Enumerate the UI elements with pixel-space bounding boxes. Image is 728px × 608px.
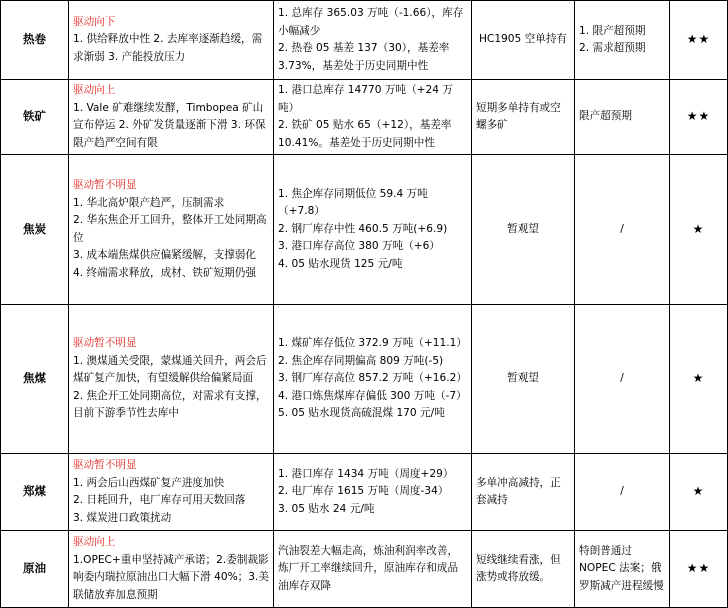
commodity-name: 铁矿	[1, 80, 69, 155]
fundamental-item: 4. 港口炼焦煤库存偏低 300 万吨（-7）	[278, 389, 467, 402]
drivers-cell	[69, 531, 274, 608]
driver-factor: 1. Vale 矿难继续发酵，Timbopea 矿山宣布停运 2. 外矿发货量逐渐下滑 3. 环保限产趋严空间有限	[73, 101, 266, 149]
table-row	[1, 454, 728, 531]
fundamental-item: 5. 05 贴水现货高硫混煤 170 元/吨	[278, 407, 445, 420]
fundamental-item: 1. 煤矿库存低位 372.9 万吨（+11.1）	[278, 337, 467, 350]
strategy-cell: 暂观望	[472, 305, 575, 454]
fundamental-item: 3. 港口库存高位 380 万吨（+6）	[278, 240, 440, 253]
risk-cell	[575, 531, 670, 608]
fundamental-item: 1. 焦企库存同期低位 59.4 万吨（+7.8）	[278, 187, 428, 218]
drivers-cell	[69, 305, 274, 454]
rating-stars: ★	[670, 155, 728, 305]
driver-factor: 1. 两会后山西煤矿复产进度加快	[73, 476, 225, 489]
risk-cell	[575, 80, 670, 155]
driver-direction: 驱动暂不明显	[73, 179, 137, 191]
driver-factor: 2. 日耗回升，电厂库存可用天数回落	[73, 494, 246, 506]
driver-direction: 驱动暂不明显	[73, 459, 137, 471]
drivers-cell	[69, 1, 274, 80]
risk-item: /	[620, 222, 624, 235]
risk-cell	[575, 454, 670, 531]
driver-direction: 驱动暂不明显	[73, 337, 137, 350]
risk-item: 限产超预期	[579, 110, 632, 123]
driver-factor: 1.OPEC+重申坚持减产承诺；2.委制裁影响委内瑞拉原油出口大幅下滑 40%；3.美联储放弃加息预期	[73, 553, 269, 601]
fundamental-item: 1. 港口总库存 14770 万吨（+24 万吨）	[278, 84, 453, 114]
risk-item: /	[620, 485, 624, 498]
fundamental-item: 3. 05 贴水 24 元/吨	[278, 502, 375, 515]
rating-stars: ★	[670, 305, 728, 454]
table-row	[1, 155, 728, 305]
commodity-name: 焦炭	[1, 155, 69, 305]
strategy-cell: 短期多单持有或空螺多矿	[472, 80, 575, 155]
strategy-cell: 暂观望	[472, 155, 575, 305]
commodity-name: 原油	[1, 531, 69, 608]
fundamental-item: 2. 焦企库存同期偏高 809 万吨(-5)	[278, 354, 444, 367]
strategy-cell: 短线继续看涨，但涨势或将放缓。	[472, 531, 575, 608]
rating-stars: ★★	[670, 531, 728, 608]
rating-stars: ★	[670, 454, 728, 531]
driver-factor: 1. 供给释放中性 2. 去库率逐渐趋缓，需求渐弱 3. 产能投放压力	[73, 33, 263, 63]
commodity-name: 郑煤	[1, 454, 69, 531]
driver-direction: 驱动向上	[73, 84, 116, 96]
fundamentals-cell	[274, 531, 472, 608]
driver-factor: 2. 焦企开工处同期高位，对需求有支撑，目前下游季节性去库中	[73, 389, 267, 420]
risk-item: 2. 需求超预期	[579, 42, 646, 54]
fundamentals-cell	[274, 80, 472, 155]
commodity-name: 热卷	[1, 1, 69, 80]
fundamental-item: 2. 铁矿 05 贴水 65（+12），基差率 10.41%。基差处于历史同期中性	[278, 119, 452, 149]
driver-factor: 3. 成本端焦煤供应偏紧缓解，支撑弱化	[73, 249, 256, 261]
fundamental-item: 汽油裂差大幅走高，炼油利润率改善，炼厂开工率继续回升，原油库存和成品油库存双降	[278, 544, 459, 592]
driver-factor: 3. 煤炭进口政策扰动	[73, 511, 172, 524]
fundamental-item: 1. 总库存 365.03 万吨（-1.66），库存小幅减少	[278, 7, 464, 37]
risk-cell	[575, 305, 670, 454]
fundamental-item: 3. 钢厂库存高位 857.2 万吨（+16.2）	[278, 372, 467, 385]
fundamental-item: 2. 钢厂库存中性 460.5 万吨(+6.9)	[278, 222, 448, 235]
fundamental-item: 4. 05 贴水现货 125 元/吨	[278, 257, 403, 270]
fundamentals-cell	[274, 305, 472, 454]
fundamentals-cell	[274, 155, 472, 305]
fundamental-item: 2. 电厂库存 1615 万吨（周度-34）	[278, 485, 449, 498]
fundamental-item: 1. 港口库存 1434 万吨（周度+29）	[278, 467, 454, 480]
fundamental-item: 2. 热卷 05 基差 137（30），基差率 3.73%，基差处于历史同期中性	[278, 42, 450, 72]
driver-factor: 1. 澳煤通关受限，蒙煤通关回升，两会后煤矿复产加快，有望缓解供给偏紧局面	[73, 354, 267, 385]
rating-stars: ★★	[670, 1, 728, 80]
table-row	[1, 80, 728, 155]
fundamentals-cell	[274, 1, 472, 80]
table-row	[1, 305, 728, 454]
driver-direction: 驱动向上	[73, 536, 116, 548]
risk-item: 1. 限产超预期	[579, 24, 646, 37]
commodity-name: 焦煤	[1, 305, 69, 454]
risk-item: /	[620, 372, 624, 385]
drivers-cell	[69, 454, 274, 531]
table-row	[1, 531, 728, 608]
driver-factor: 4. 终端需求释放，成材、铁矿短期仍强	[73, 266, 256, 279]
drivers-cell	[69, 155, 274, 305]
rating-stars: ★★	[670, 80, 728, 155]
risk-item: 特朗普通过 NOPEC 法案；俄罗斯减产进程缓慢	[579, 544, 664, 592]
table-row	[1, 1, 728, 80]
strategy-cell: 多单冲高减持，正套减持	[472, 454, 575, 531]
risk-cell	[575, 1, 670, 80]
drivers-cell	[69, 80, 274, 155]
driver-direction: 驱动向下	[73, 15, 116, 28]
risk-cell	[575, 155, 670, 305]
driver-factor: 2. 华东焦企开工回升，整体开工处同期高位	[73, 214, 267, 244]
fundamentals-cell	[274, 454, 472, 531]
driver-factor: 1. 华北高炉限产趋严，压制需求	[73, 196, 225, 209]
strategy-cell: HC1905 空单持有	[472, 1, 575, 80]
